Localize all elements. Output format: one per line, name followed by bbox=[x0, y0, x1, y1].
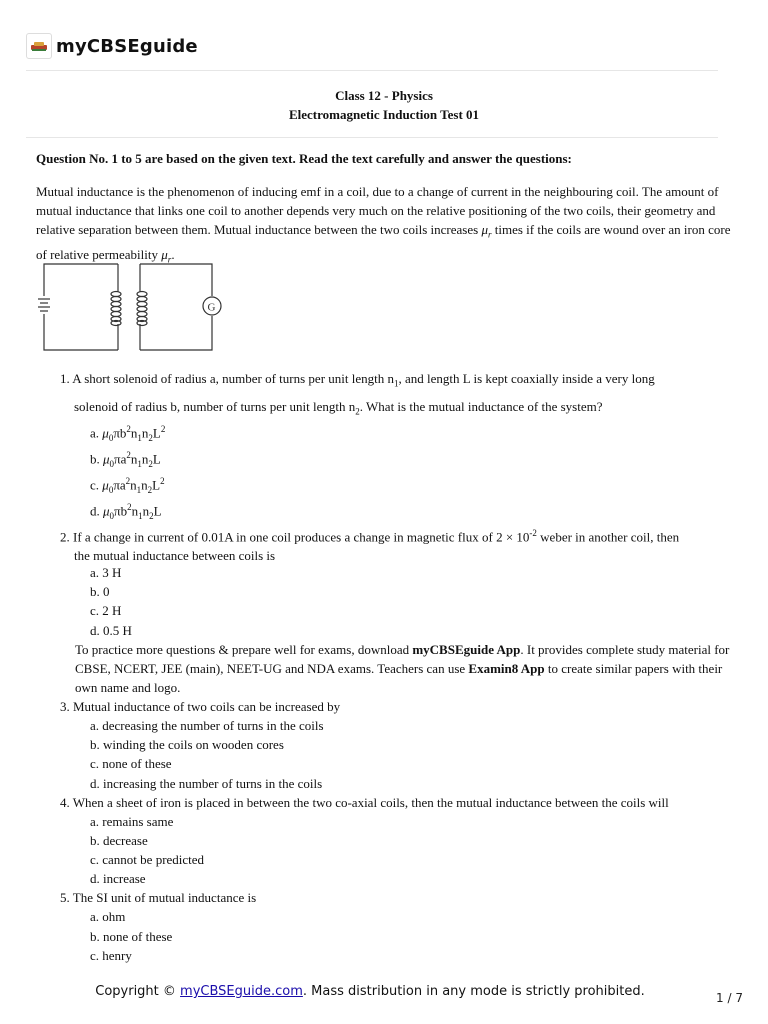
question-4: 4. When a sheet of iron is placed in between the two co-axial coils, then the mutual inductance between the coils will bbox=[60, 795, 669, 810]
mycbseguide-app: myCBSEguide App bbox=[412, 642, 521, 657]
document-title bbox=[0, 86, 768, 124]
class-title: Class 12 - Physics bbox=[335, 88, 433, 103]
q2-option-b: b. 0 bbox=[90, 584, 110, 599]
question-1 bbox=[60, 369, 730, 421]
q2-option-c: c. 2 H bbox=[90, 603, 122, 618]
q3-option-c: c. none of these bbox=[90, 756, 172, 771]
logo-icon bbox=[26, 33, 52, 59]
mu-r-symbol: $\mu_r$ bbox=[481, 222, 492, 240]
q4-option-a: a. remains same bbox=[90, 814, 174, 829]
passage bbox=[36, 182, 740, 270]
q1-text-a: A short solenoid of radius a, number of turns per unit length n bbox=[72, 371, 394, 386]
mu-r-symbol-2: $\mu_r$ bbox=[161, 247, 172, 265]
q1-text-b: , and length L is kept coaxially inside a very long bbox=[398, 371, 655, 386]
q3-option-b: b. winding the coils on wooden cores bbox=[90, 737, 284, 752]
examin8-app: Examin8 App bbox=[468, 661, 545, 676]
q3-option-d: d. increasing the number of turns in the coils bbox=[90, 776, 323, 791]
footer: Copyright © myCBSEguide.com. Mass distribution in any mode is strictly prohibited. bbox=[95, 984, 645, 999]
q1-text-c: solenoid of radius b, number of turns per unit length n bbox=[74, 398, 356, 414]
q2-sup: -2 bbox=[529, 528, 537, 538]
question-3: 3. Mutual inductance of two coils can be increased by bbox=[60, 699, 341, 714]
galvanometer-label: G bbox=[207, 301, 216, 314]
q5-option-c: c. henry bbox=[90, 948, 132, 963]
title-divider bbox=[26, 137, 718, 138]
passage-part3: . bbox=[171, 247, 175, 263]
q3-option-a: a. decreasing the number of turns in the coils bbox=[90, 718, 324, 733]
q1-option-d: d. $\mu_0\pi b^2n_1n_2L$ bbox=[90, 502, 162, 521]
section-instruction: Question No. 1 to 5 are based on the given text. Read the text carefully and answer the questions: bbox=[36, 151, 572, 166]
q1-option-c: c. $\mu_0\pi a^2n_1n_2L^2$ bbox=[90, 476, 165, 495]
q1-option-a: a. $\mu_0\pi b^2n_1n_2L^2$ bbox=[90, 424, 166, 443]
mu-r-subscript: r bbox=[487, 230, 492, 240]
q4-option-d: d. increase bbox=[90, 871, 146, 886]
q1-sub2: 2 bbox=[355, 406, 360, 417]
q2-text-c: the mutual inductance between coils is bbox=[74, 548, 276, 564]
q1-text-d: . What is the mutual inductance of the system? bbox=[359, 398, 603, 414]
passage-part1: Mutual inductance is the phenomenon of inducing emf in a coil, due to a change of current in the neighbouring coil. The amount of mutual inductance that links one coil to another depends very much on the relative positioning of the two coils, their geometry and relative separation between them. Mutual inductance between the two coils increases bbox=[36, 184, 719, 238]
q5-option-a: a. ohm bbox=[90, 909, 126, 924]
coil-circuit-diagram bbox=[36, 262, 236, 354]
q4-option-c: c. cannot be predicted bbox=[90, 852, 205, 867]
question-5: 5. The SI unit of mutual inductance is bbox=[60, 890, 257, 905]
mu-r-subscript: r bbox=[167, 254, 172, 265]
q2-text-a: If a change in current of 0.01A in one coil produces a change in magnetic flux of 2 × 10 bbox=[73, 529, 530, 545]
test-title: Electromagnetic Induction Test 01 bbox=[288, 107, 480, 122]
q2-text-b: weber in another coil, then bbox=[536, 529, 680, 545]
page-number: 1 / 7 bbox=[716, 991, 743, 1005]
mycbseguide-link[interactable]: myCBSEguide.com bbox=[180, 984, 303, 999]
question-2 bbox=[60, 524, 730, 565]
q5-option-b: b. none of these bbox=[90, 929, 173, 944]
q4-option-b: b. decrease bbox=[90, 833, 148, 848]
passage-part2: times if the coils are wound over an iron core of relative permeability bbox=[36, 222, 731, 263]
q1-number: 1. bbox=[60, 371, 70, 386]
q1-sub1: 1 bbox=[394, 378, 399, 389]
q2-option-a: a. 3 H bbox=[90, 565, 122, 580]
q1-option-b: b. $\mu_0\pi a^2n_1n_2L$ bbox=[90, 450, 161, 469]
q2-option-d: d. 0.5 H bbox=[90, 623, 132, 638]
brand-name: myCBSEguide bbox=[56, 35, 198, 57]
header-divider bbox=[26, 70, 718, 71]
q2-number: 2. bbox=[60, 529, 70, 545]
promo-text: To practice more questions & prepare well for exams, download myCBSEguide App. It provides complete study material for CBSE, NCERT, JEE (main), NEET-UG and NDA exams. Teachers can use Examin8 App to create similar papers with their own name and logo. bbox=[75, 642, 730, 695]
header bbox=[26, 30, 198, 62]
